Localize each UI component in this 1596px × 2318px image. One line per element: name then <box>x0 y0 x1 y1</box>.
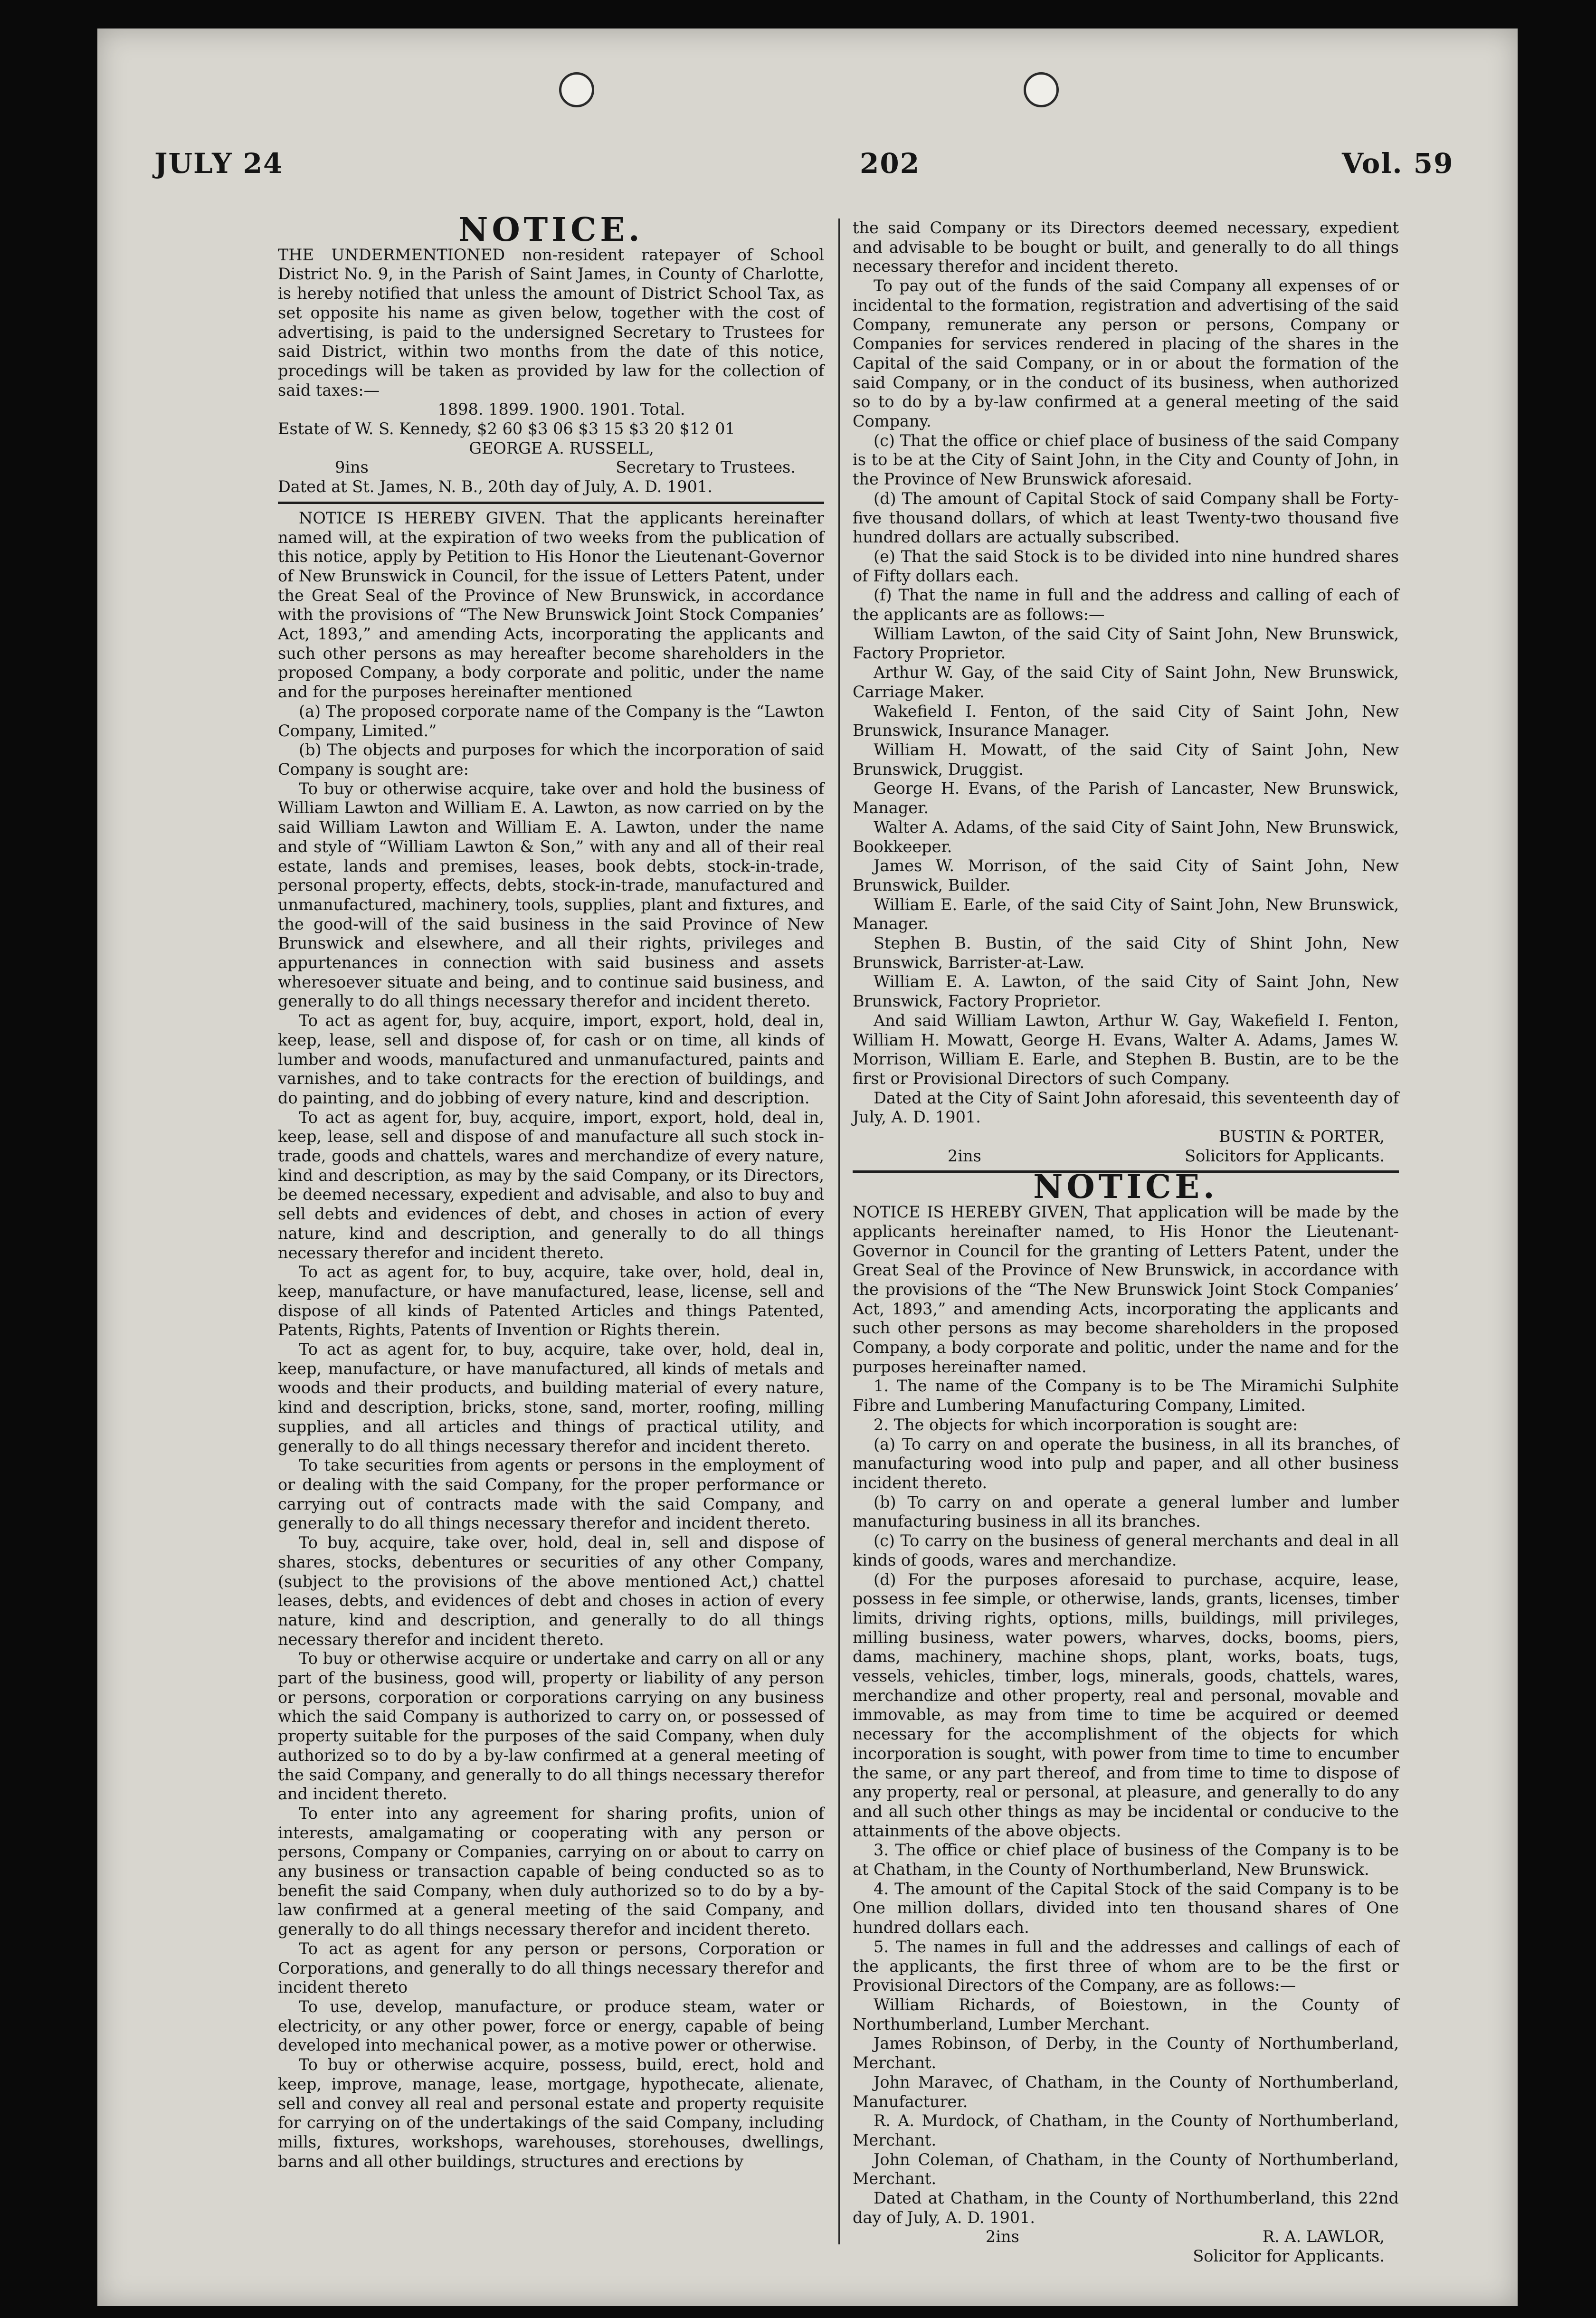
paragraph: NOTICE IS HEREBY GIVEN. That the applicants hereinafter named will, at the expiration of two weeks from the publication of this notice, apply by Petition to His Honor the Lieutenant-Governor of New Brunswick in Council, for the issue of Letters Patent, under the Great Seal of the Province of New Brunswick, in accordance with the provisions of “The New Brunswick Joint Stock Companies’ Act, 1893,” and amending Acts, incorporating the applicants and such other persons as may hereafter become shareholders in the proposed Company, a body corporate and politic, under the name and for the purposes hereinafter mentioned <box>278 508 824 702</box>
paragraph: And said William Lawton, Arthur W. Gay, Wakefield I. Fenton, William H. Mowatt, George H. Evans, Walter A. Adams, James W. Morrison, William E. Earle, and Stephen B. Bustin, are to be the first or Provisional Directors of such Company. <box>853 1011 1399 1088</box>
tax-years-row: 1898. 1899. 1900. 1901. Total. <box>437 400 685 419</box>
paragraph: To act as agent for, to buy, acquire, take over, hold, deal in, keep, manufacture, or have manufactured, all kinds of metals and woods and their products, and building material of every nature, kind and description, bricks, stone, sand, morter, roofing, milling supplies, and all articles and things of practical utility, and generally to do all things necessary therefor and incident thereto. <box>278 1340 824 1455</box>
paragraph: (d) The amount of Capital Stock of said Company shall be Forty-five thousand dollars, of which at least Twenty-two thousand five hundred dollars are actually subscribed. <box>853 489 1399 547</box>
applicant: William Richards, of Boiestown, in the County of Northumberland, Lumber Merchant. <box>853 1995 1399 2033</box>
paragraph: To act as agent for, buy, acquire, import, export, hold, deal in, keep, lease, sell and dispose of and manufacture all such stock in-trade, goods and chattels, wares and merchandize of every nature, kind and description, as may by the said Company, or its Directors, be deemed necessary, expedient and advisable, and also to buy and sell debts and evidences of debt, and choses in action of every nature, kind and description, and generally to do all things necessary therefor and incident thereto. <box>278 1108 824 1262</box>
paragraph: 1. The name of the Company is to be The Miramichi Sulphite Fibre and Lumbering Manufacturing Company, Limited. <box>853 1377 1399 1415</box>
applicant: William Lawton, of the said City of Saint John, New Brunswick, Factory Proprietor. <box>853 624 1399 663</box>
signer-title: Secretary to Trustees. <box>616 458 796 477</box>
paragraph: (d) For the purposes aforesaid to purchase, acquire, lease, possess in fee simple, or otherwise, lands, grants, licenses, timber limits, driving rights, options, mills, buildings, mill privileges, milling business, water powers, wharves, docks, booms, piers, dams, machinery, machine shops, plant, works, boats, tugs, vessels, vehicles, timber, logs, minerals, goods, chattels, wares, merchandize and other property, real and personal, movable and immovable, as may from time to time be acquired or deemed necessary for the accomplishment of the objects for which incorporation is sought, with power from time to time to encumber the same, or any part thereof, and from time to time to dispose of any property, real or personal, at pleasure, and generally to do any and all such other things as may be incidental or conducive to the attainments of the above objects. <box>853 1570 1399 1840</box>
paragraph: To take securities from agents or persons in the employment of or dealing with the said Company, for the proper performance or carrying out of contracts made with the said Company, and generally to do all things necessary therefor and incident thereto. <box>278 1456 824 1533</box>
column-divider <box>838 218 840 2244</box>
paragraph: (b) To carry on and operate a general lumber and lumber manufacturing business in all its branches. <box>853 1492 1399 1531</box>
notice-body: THE UNDERMENTIONED non-resident ratepayer of School District No. 9, in the Parish of Saint James, in County of Charlotte, is hereby notified that unless the amount of District School Tax, as set opposite his name as given below, together with the cost of advertising, is paid to the undersigned Secretary to Trustees for said District, within two months from the date of this notice, procedings will be taken as provided by law for the collection of said taxes:— <box>278 245 824 399</box>
applicant: R. A. Murdock, of Chatham, in the County of Northumberland, Merchant. <box>853 2111 1399 2149</box>
notice-title: NOTICE. <box>458 211 644 249</box>
signer-title: Solicitor for Applicants. <box>1193 2247 1385 2266</box>
paragraph: (c) That the office or chief place of business of the said Company is to be at the City of Saint John, in the City and County of John, in the Province of New Brunswick aforesaid. <box>853 431 1399 489</box>
page-number: 202 <box>860 147 921 180</box>
paragraph: To buy, acquire, take over, hold, deal in, sell and dispose of shares, stocks, debentures or securities of any other Company, (subject to the provisions of the above mentioned Act,) chattel leases, debts, and evidences of debt and choses in action of every nature, kind and description, and generally to do all things necessary therefor and incident thereto. <box>278 1533 824 1649</box>
paragraph: Dated at Chatham, in the County of Northumberland, this 22nd day of July, A. D. 1901. <box>853 2189 1399 2227</box>
volume-number: Vol. 59 <box>1342 147 1454 180</box>
paragraph: To buy or otherwise acquire, take over and hold the business of William Lawton and William E. A. Lawton, as now carried on by the said William Lawton and William E. A. Lawton, under the name and style of “William Lawton & Son,” with any and all of their real estate, lands and premises, leases, book debts, stock-in-trade, personal property, effects, debts, stock-in-trade, manufactured and unmanufactured, machinery, tools, supplies, plant and fixtures, and the good-will of the said business in the said Province of New Brunswick and elsewhere, and all their rights, privileges and appurtenances in connection with said business and assets wheresoever situate and being, and to continue said business, and generally to do all things necessary therefor and incident thereto. <box>278 779 824 1011</box>
applicant: William H. Mowatt, of the said City of Saint John, New Brunswick, Druggist. <box>853 740 1399 779</box>
paragraph: 5. The names in full and the addresses and callings of each of the applicants, the first three of whom are to be the first or Provisional Directors of the Company, are as follows:— <box>853 1937 1399 1995</box>
paragraph: (b) The objects and purposes for which the incorporation of said Company is sought are: <box>278 741 824 779</box>
punch-hole <box>559 72 594 107</box>
applicant: George H. Evans, of the Parish of Lancaster, New Brunswick, Manager. <box>853 779 1399 817</box>
notice-title: NOTICE. <box>1033 1168 1218 1206</box>
signer-name: BUSTIN & PORTER, <box>1218 1127 1385 1146</box>
signer-name: R. A. LAWLOR, <box>1262 2227 1385 2246</box>
applicant: James W. Morrison, of the said City of Saint John, New Brunswick, Builder. <box>853 856 1399 894</box>
applicant: William E. A. Lawton, of the said City of Saint John, New Brunswick, Factory Proprietor. <box>853 972 1399 1011</box>
applicant: John Coleman, of Chatham, in the County of Northumberland, Merchant. <box>853 2150 1399 2188</box>
applicant: Arthur W. Gay, of the said City of Saint John, New Brunswick, Carriage Maker. <box>853 663 1399 701</box>
applicant: James Robinson, of Derby, in the County of Northumberland, Merchant. <box>853 2034 1399 2072</box>
paragraph: (a) The proposed corporate name of the Company is the “Lawton Company, Limited.” <box>278 702 824 740</box>
applicant: Stephen B. Bustin, of the said City of Shint John, New Brunswick, Barrister-at-Law. <box>853 934 1399 972</box>
signer-name: GEORGE A. RUSSELL, <box>469 438 654 457</box>
paragraph: To act as agent for any person or persons, Corporation or Corporations, and generally to do all things necessary therefor and incident thereto <box>278 1939 824 1997</box>
paragraph: To pay out of the funds of the said Company all expenses of or incidental to the formation, registration and advertising of the said Company, remunerate any person or persons, Company or Companies for services rendered in placing of the shares in the Capital of the said Company, or in or about the formation of the said Company, or in the conduct of its business, when authorized so to do by a by-law confirmed at a general meeting of the said Company. <box>853 276 1399 431</box>
insertion-count: 2ins <box>948 1146 981 1165</box>
paragraph: To act as agent for, to buy, acquire, take over, hold, deal in, keep, manufacture, or have manufactured, lease, license, sell and dispose of all kinds of Patented Articles and things Patented, Patents, Rights, Patents of Invention or Rights therein. <box>278 1263 824 1340</box>
signer-line <box>853 1147 1399 1166</box>
insertion-count: 2ins <box>986 2227 1019 2246</box>
paragraph: To enter into any agreement for sharing profits, union of interests, amalgamating or cooperating with any person or persons, Company or Companies, carrying on or about to carry on any business or transaction capable of being conducted so as to benefit the said Company, when duly authorized so to do by a by-law confirmed at a general meeting of the said Company, and generally to do all things necessary therefor and incident thereto. <box>278 1804 824 1939</box>
insertion-count: 9ins <box>335 458 369 477</box>
applicant: John Maravec, of Chatham, in the County of Northumberland, Manufacturer. <box>853 2072 1399 2111</box>
paragraph: 3. The office or chief place of business of the Company is to be at Chatham, in the County of Northumberland, New Brunswick. <box>853 1841 1399 1879</box>
left-column <box>278 211 824 2171</box>
paragraph: To buy or otherwise acquire or undertake and carry on all or any part of the business, good will, property or liability of any person or persons, corporation or corporations carrying on any business which the said Company is authorized to carry on, or possessed of property suitable for the purposes of the said Company, when duly authorized so to do by a by-law confirmed at a general meeting of the said Company, and generally to do all things necessary therefor and incident thereto. <box>278 1649 824 1804</box>
applicant: Wakefield I. Fenton, of the said City of Saint John, New Brunswick, Insurance Manager. <box>853 702 1399 740</box>
newspaper-page <box>97 28 1518 2306</box>
issue-date: JULY 24 <box>154 147 284 180</box>
applicant: William E. Earle, of the said City of Saint John, New Brunswick, Manager. <box>853 895 1399 933</box>
paragraph: 2. The objects for which incorporation is sought are: <box>874 1415 1298 1434</box>
signer-title: Solicitors for Applicants. <box>1185 1146 1385 1165</box>
notice-date: Dated at St. James, N. B., 20th day of July, A. D. 1901. <box>278 477 712 496</box>
paragraph: To use, develop, manufacture, or produce steam, water or electricity, or any other power, force or energy, capable of being developed into mechanical power, as a motive power or otherwise. <box>278 1997 824 2055</box>
punch-hole <box>1024 72 1059 107</box>
applicant: Walter A. Adams, of the said City of Saint John, New Brunswick, Bookkeeper. <box>853 817 1399 856</box>
paragraph: NOTICE IS HEREBY GIVEN, That application will be made by the applicants hereinafter named, to His Honor the Lieutenant-Governor in Council for the granting of Letters Patent, under the Great Seal of the Province of New Brunswick, in accordance with the provisions of the “The New Brunswick Joint Stock Companies’ Act, 1893,” and amending Acts, incorporating the applicants and such other persons as may become shareholders in the proposed Company, a body corporate and politic, under the name and for the purposes hereinafter named. <box>853 1203 1399 1376</box>
paragraph: the said Company or its Directors deemed necessary, expedient and advisable to be bought or built, and generally to do all things necessary therefor and incident thereto. <box>853 218 1399 276</box>
tax-estate-row: Estate of W. S. Kennedy, $2 60 $3 06 $3 15 $3 20 $12 01 <box>278 419 735 438</box>
signer-line <box>278 458 824 477</box>
paragraph: Dated at the City of Saint John aforesaid, this seventeenth day of July, A. D. 1901. <box>853 1088 1399 1127</box>
paragraph: To act as agent for, buy, acquire, import, export, hold, deal in, keep, lease, sell and dispose of, for cash or on time, all kinds of lumber and woods, manufactured and unmanufactured, paints and varnishes, and to take contracts for the erection of buildings, and do painting, and do jobbing of every nature, kind and description. <box>278 1011 824 1107</box>
paragraph: (c) To carry on the business of general merchants and deal in all kinds of goods, wares and merchandize. <box>853 1531 1399 1569</box>
paragraph: To buy or otherwise acquire, possess, build, erect, hold and keep, improve, manage, lease, mortgage, hypothecate, alienate, sell and convey all real and personal estate and property requisite for carrying on of the undertakings of the said Company, including mills, fixtures, workshops, warehouses, storehouses, dwellings, barns and all other buildings, structures and erections by <box>278 2055 824 2171</box>
signer-line <box>853 2227 1399 2247</box>
paragraph: (f) That the name in full and the address and calling of each of the applicants are as follows:— <box>853 586 1399 624</box>
paragraph: 4. The amount of the Capital Stock of the said Company is to be One million dollars, divided into ten thousand shares of One hundred dollars each. <box>853 1879 1399 1937</box>
paragraph: (a) To carry on and operate the business, in all its branches, of manufacturing wood into pulp and paper, and all other business incident thereto. <box>853 1434 1399 1492</box>
paragraph: (e) That the said Stock is to be divided into nine hundred shares of Fifty dollars each. <box>853 547 1399 585</box>
section-rule <box>278 502 824 504</box>
right-column <box>853 218 1399 2266</box>
